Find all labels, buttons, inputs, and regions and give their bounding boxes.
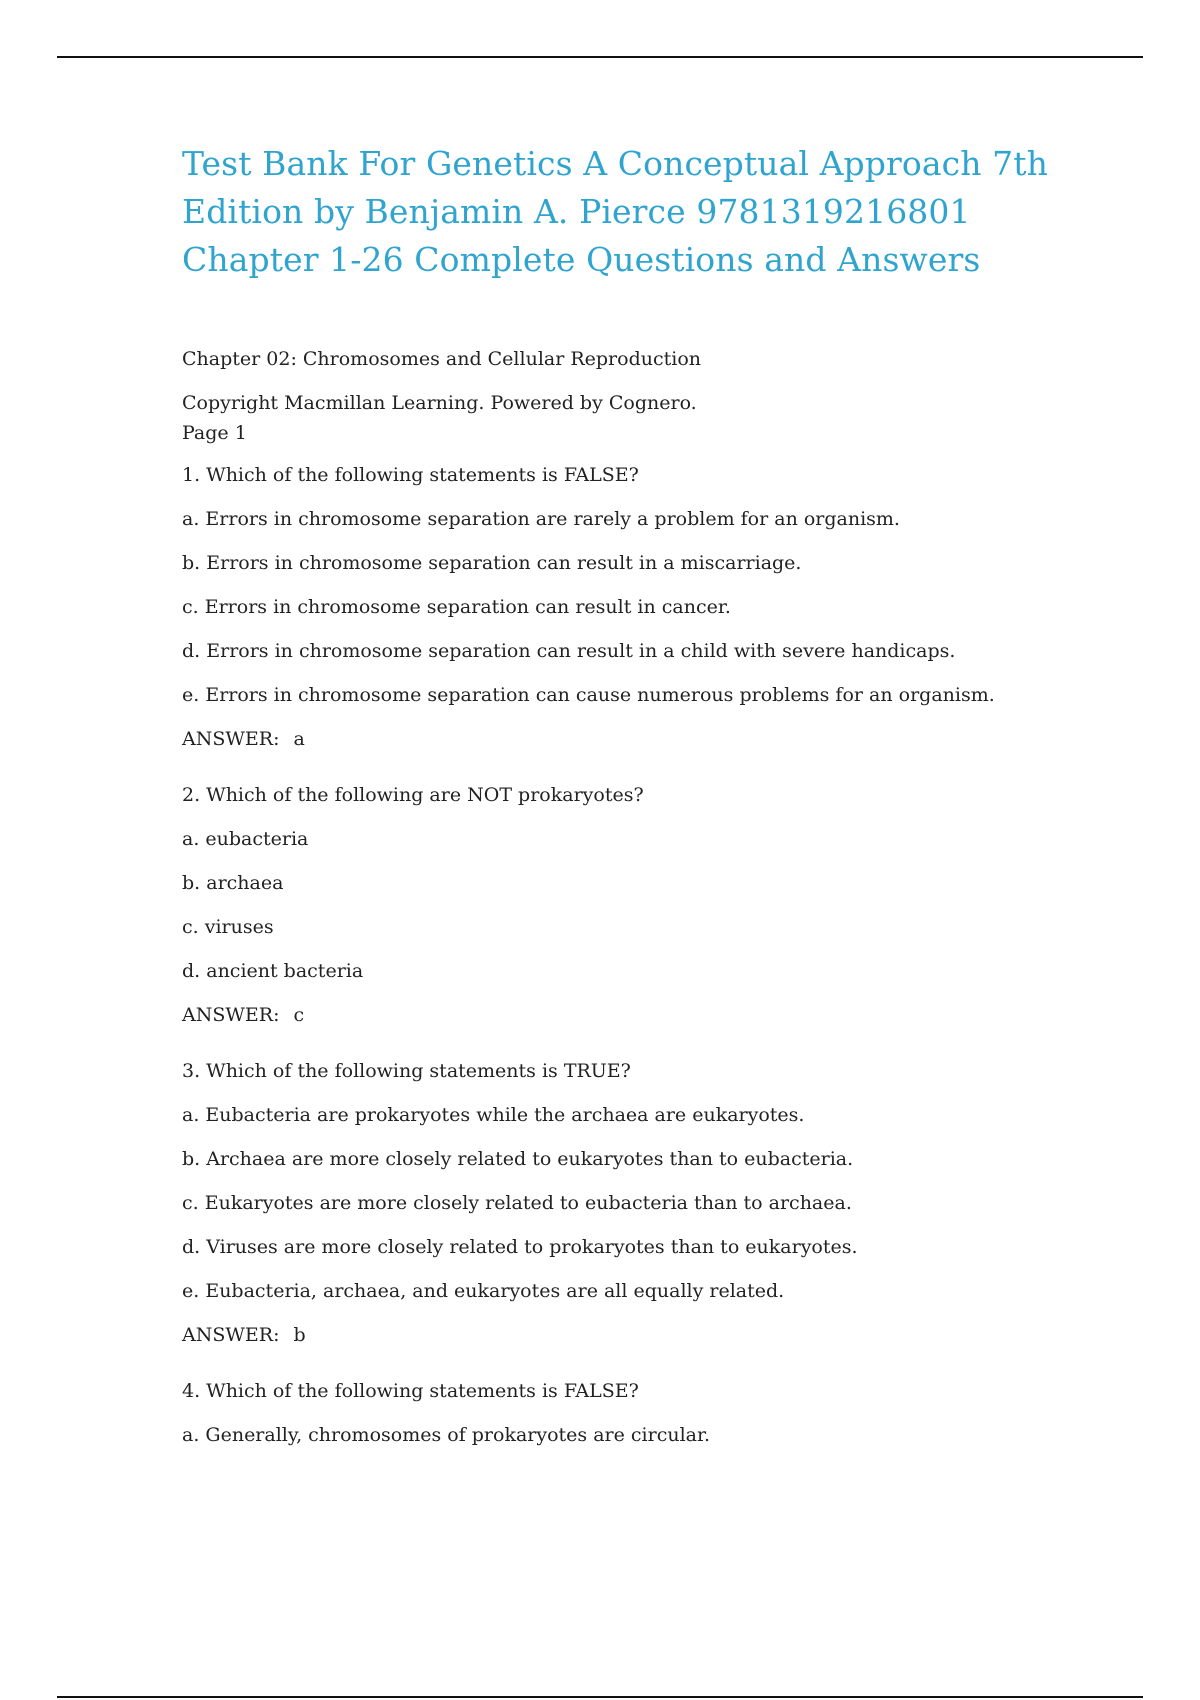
answer-value: a xyxy=(293,728,305,750)
answer-choice: b. archaea xyxy=(182,872,284,894)
answer-choice: a. Eubacteria are prokaryotes while the archaea are eukaryotes. xyxy=(182,1104,805,1126)
answer-choice: c. Errors in chromosome separation can result in cancer. xyxy=(182,596,731,618)
answer-choice: b. Errors in chromosome separation can result in a miscarriage. xyxy=(182,552,802,574)
question-text: 1. Which of the following statements is FALSE? xyxy=(182,464,639,486)
answer-choice: c. viruses xyxy=(182,916,274,938)
document-meta xyxy=(182,344,1082,448)
answer-choice: c. Eukaryotes are more closely related to eubacteria than to archaea. xyxy=(182,1192,852,1214)
answer-choice: b. Archaea are more closely related to eukaryotes than to eubacteria. xyxy=(182,1148,854,1170)
document-title: Test Bank For Genetics A Conceptual Approach 7th Edition by Benjamin A. Pierce 9781319216801 Chapter 1-26 Complete Questions and Answers xyxy=(182,144,1048,279)
answer-choice: d. ancient bacteria xyxy=(182,960,364,982)
page-content xyxy=(182,140,1082,1450)
chapter-heading: Chapter 02: Chromosomes and Cellular Reproduction xyxy=(182,348,702,370)
answer-key xyxy=(182,1320,1082,1350)
answer-key xyxy=(182,724,1082,754)
answer-choice: a. eubacteria xyxy=(182,828,309,850)
top-rule xyxy=(57,56,1143,58)
copyright-line: Copyright Macmillan Learning. Powered by Cognero. xyxy=(182,392,697,414)
question-text: 3. Which of the following statements is TRUE? xyxy=(182,1060,631,1082)
answer-choice: a. Errors in chromosome separation are rarely a problem for an organism. xyxy=(182,508,900,530)
question-text: 2. Which of the following are NOT prokaryotes? xyxy=(182,784,644,806)
answer-choice: d. Viruses are more closely related to prokaryotes than to eukaryotes. xyxy=(182,1236,858,1258)
answer-value: b xyxy=(293,1324,306,1346)
question-text: 4. Which of the following statements is FALSE? xyxy=(182,1380,639,1402)
question-2 xyxy=(182,780,1082,1030)
answer-label: ANSWER: xyxy=(182,1324,280,1346)
answer-value: c xyxy=(293,1004,305,1026)
answer-label: ANSWER: xyxy=(182,1004,280,1026)
answer-label: ANSWER: xyxy=(182,728,280,750)
page-number: Page 1 xyxy=(182,422,247,444)
question-1 xyxy=(182,460,1082,754)
question-4 xyxy=(182,1376,1082,1450)
bottom-rule xyxy=(57,1696,1143,1698)
answer-choice: e. Eubacteria, archaea, and eukaryotes are all equally related. xyxy=(182,1280,785,1302)
answer-key xyxy=(182,1000,1082,1030)
answer-choice: d. Errors in chromosome separation can result in a child with severe handicaps. xyxy=(182,640,956,662)
question-3 xyxy=(182,1056,1082,1350)
answer-choice: e. Errors in chromosome separation can cause numerous problems for an organism. xyxy=(182,684,995,706)
answer-choice: a. Generally, chromosomes of prokaryotes are circular. xyxy=(182,1424,711,1446)
